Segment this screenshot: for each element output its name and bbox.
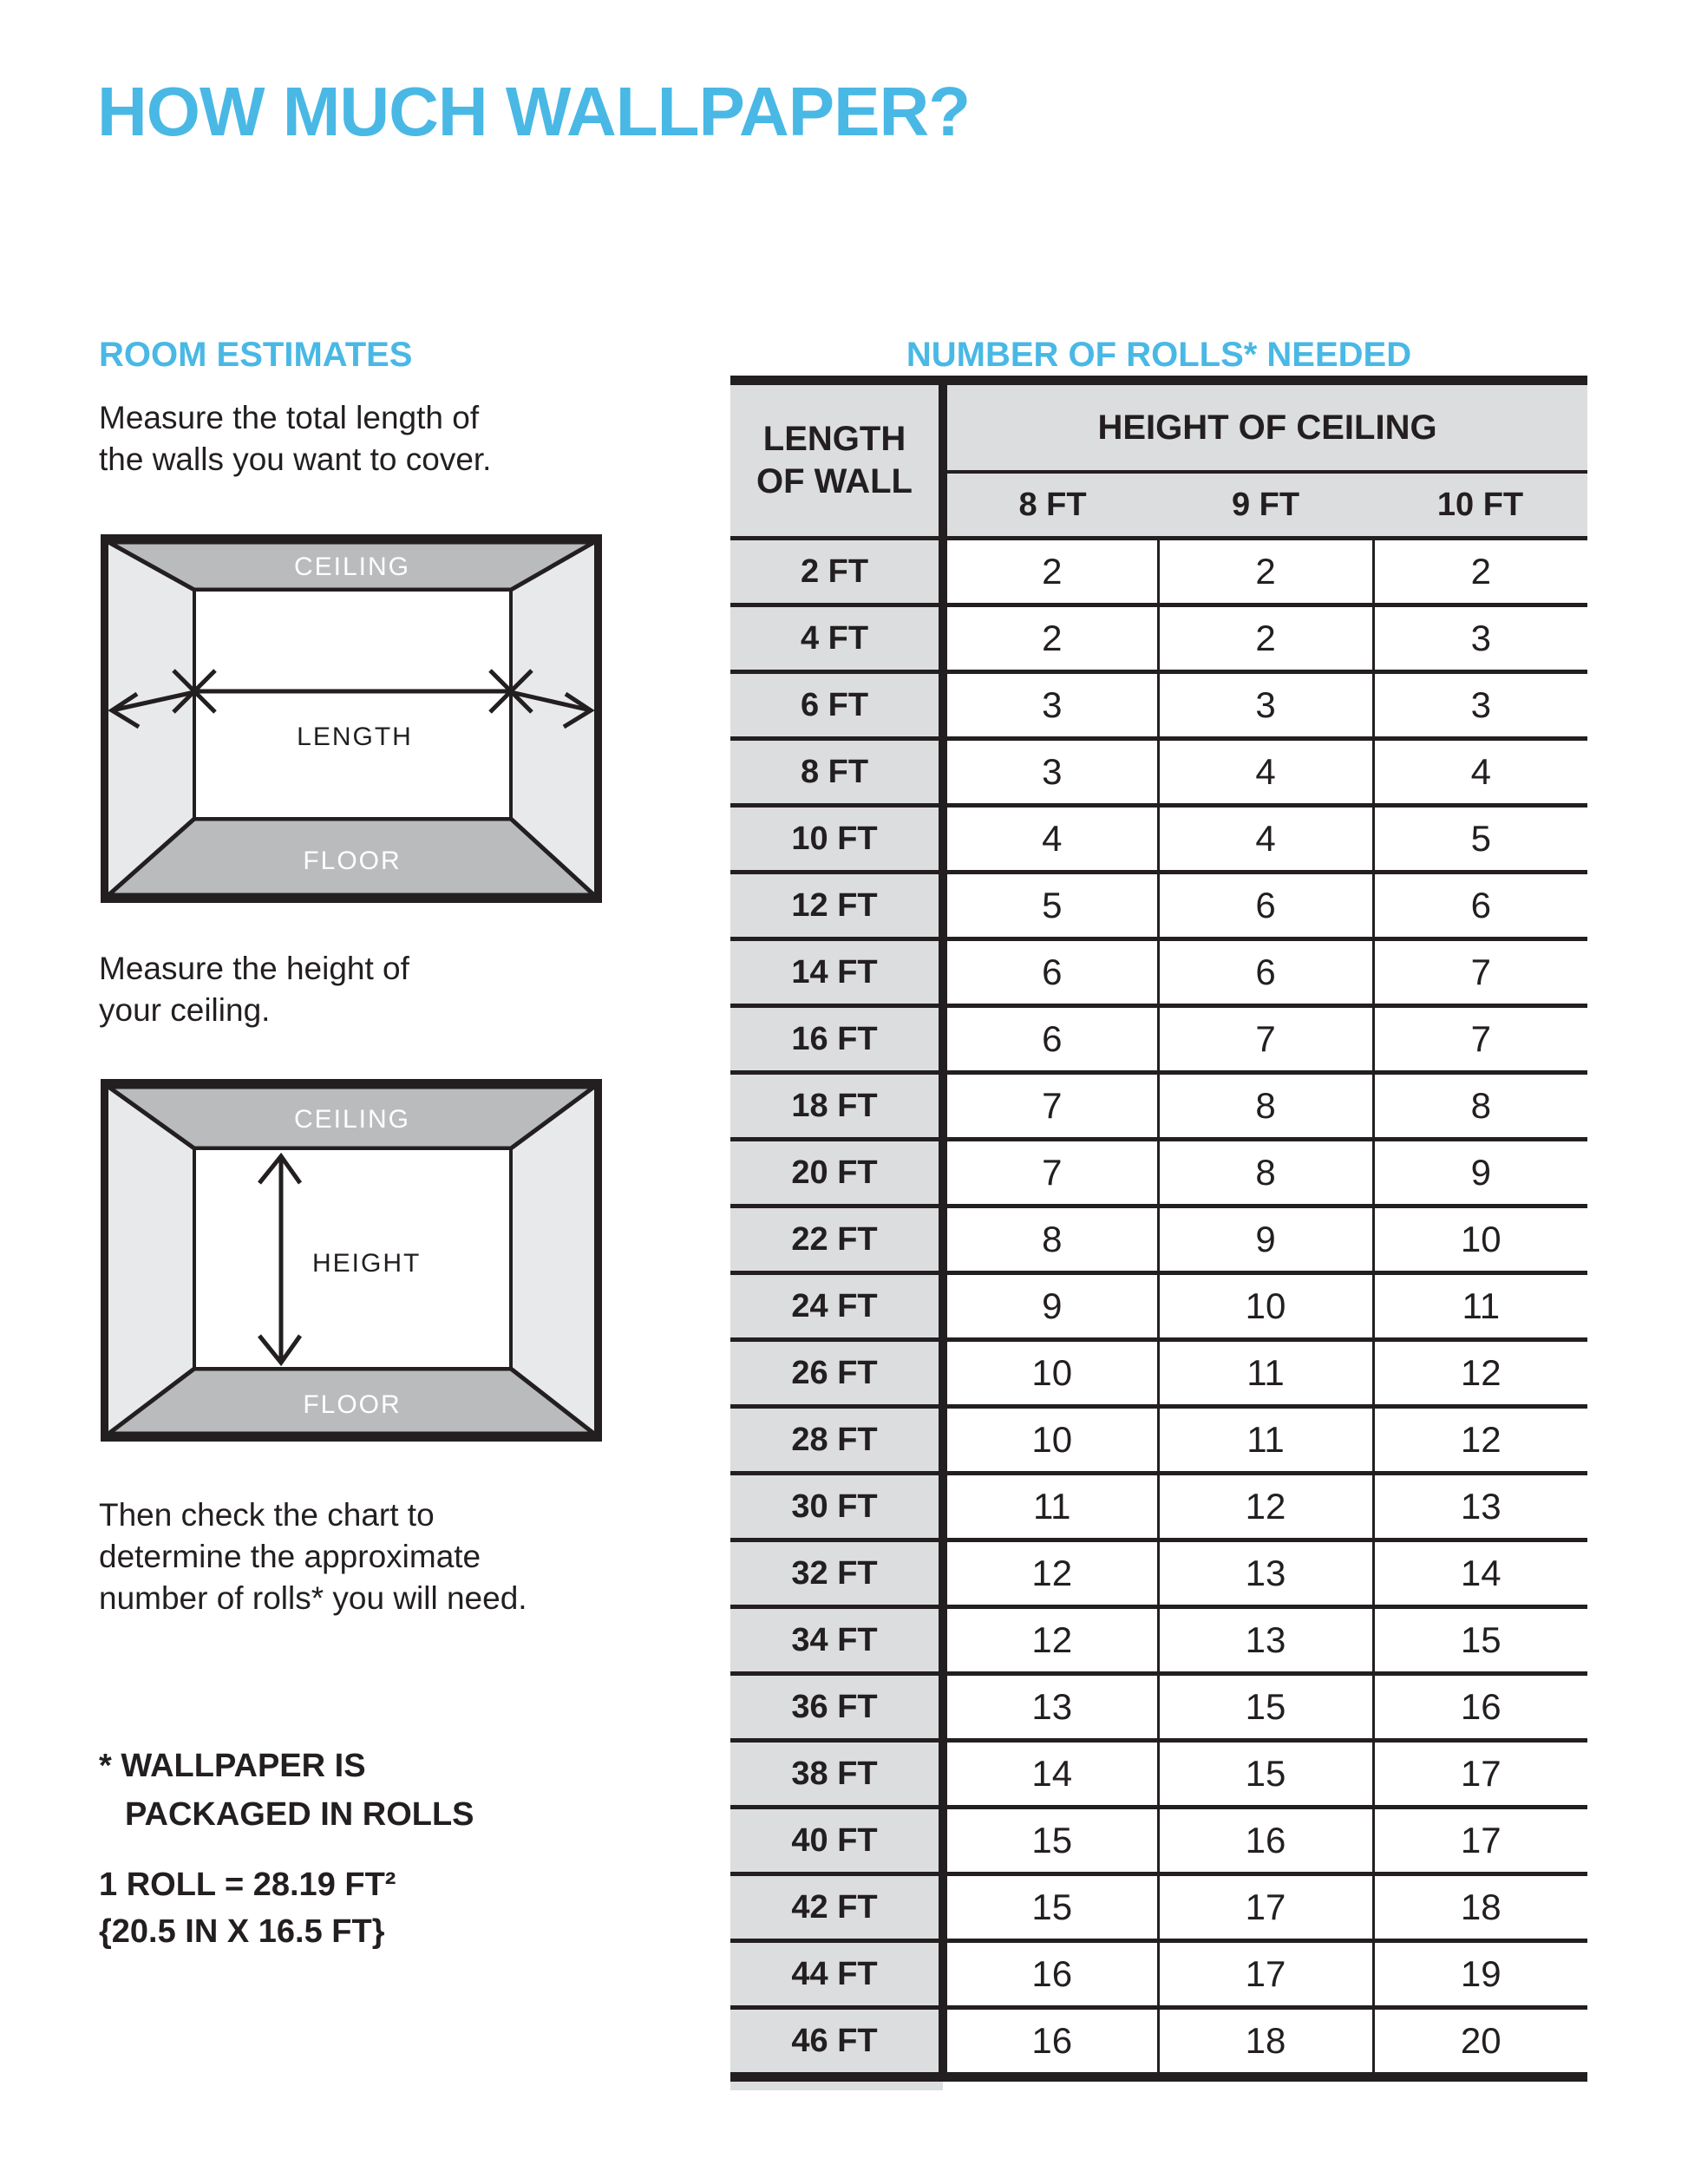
header-line: LENGTH (762, 420, 906, 459)
table-row (730, 873, 1587, 939)
paragraph-line: the walls you want to cover. (99, 441, 492, 477)
cell-value: 17 (1373, 1808, 1587, 1874)
row-label: 8 FT (730, 739, 943, 806)
row-label: 20 FT (730, 1140, 943, 1206)
measure-height-paragraph (99, 948, 409, 1031)
cell-value: 11 (1158, 1340, 1373, 1407)
rolls-table-body (730, 539, 1587, 2077)
cell-value: 6 (943, 1006, 1158, 1073)
paragraph-line: your ceiling. (99, 992, 271, 1028)
cell-value: 7 (943, 1073, 1158, 1140)
table-row (730, 1340, 1587, 1407)
cell-value: 2 (1158, 605, 1373, 672)
row-label: 12 FT (730, 873, 943, 939)
cell-value: 14 (943, 1741, 1158, 1808)
cell-value: 3 (1373, 605, 1587, 672)
back-wall (194, 590, 511, 819)
cell-value: 4 (943, 806, 1158, 873)
cell-value: 11 (1373, 1273, 1587, 1340)
row-label: 18 FT (730, 1073, 943, 1140)
cell-value: 4 (1158, 806, 1373, 873)
table-row (730, 1741, 1587, 1808)
cell-value: 3 (1158, 672, 1373, 739)
cell-value: 2 (943, 605, 1158, 672)
cell-value: 7 (1373, 1006, 1587, 1073)
ceiling-10ft-header: 10 FT (1373, 472, 1587, 539)
measure-length-paragraph (99, 397, 491, 481)
cell-value: 12 (943, 1607, 1158, 1674)
footnote-line: PACKAGED IN ROLLS (125, 1796, 474, 1833)
cell-value: 4 (1373, 739, 1587, 806)
cell-value: 6 (1158, 873, 1373, 939)
table-row (730, 1474, 1587, 1540)
cell-value: 17 (1373, 1741, 1587, 1808)
roll-size-footnote (99, 1861, 396, 1955)
row-label: 16 FT (730, 1006, 943, 1073)
cell-value: 7 (1373, 939, 1587, 1006)
table-row (730, 939, 1587, 1006)
row-label: 10 FT (730, 806, 943, 873)
rolls-table-wrap (730, 376, 1587, 2082)
cell-value: 18 (1373, 1874, 1587, 1941)
table-row (730, 1073, 1587, 1140)
cell-value: 16 (1373, 1674, 1587, 1741)
table-row (730, 1206, 1587, 1273)
table-row (730, 2008, 1587, 2077)
cell-value: 3 (943, 672, 1158, 739)
row-label: 38 FT (730, 1741, 943, 1808)
table-row (730, 739, 1587, 806)
cell-value: 12 (1158, 1474, 1373, 1540)
row-label: 26 FT (730, 1340, 943, 1407)
paragraph-line: Then check the chart to (99, 1497, 435, 1533)
cell-value: 8 (1158, 1073, 1373, 1140)
table-row (730, 1674, 1587, 1741)
cell-value: 3 (1373, 672, 1587, 739)
cell-value: 15 (1373, 1607, 1587, 1674)
table-row (730, 806, 1587, 873)
cell-value: 8 (1373, 1073, 1587, 1140)
footnote-line: 1 ROLL = 28.19 FT² (99, 1867, 396, 1903)
rolls-footnote (99, 1742, 474, 1839)
cell-value: 7 (1158, 1006, 1373, 1073)
cell-value: 9 (1373, 1140, 1587, 1206)
length-of-wall-header (730, 381, 943, 539)
cell-value: 8 (943, 1206, 1158, 1273)
footnote-line: * WALLPAPER IS (99, 1748, 366, 1784)
cell-value: 15 (943, 1808, 1158, 1874)
cell-value: 10 (1373, 1206, 1587, 1273)
table-row (730, 672, 1587, 739)
row-label: 22 FT (730, 1206, 943, 1273)
cell-value: 15 (943, 1874, 1158, 1941)
row-label: 6 FT (730, 672, 943, 739)
row-label: 44 FT (730, 1941, 943, 2008)
height-of-ceiling-header: HEIGHT OF CEILING (943, 381, 1587, 473)
room-length-diagram (101, 534, 602, 903)
cell-value: 20 (1373, 2008, 1587, 2077)
table-row (730, 1540, 1587, 1607)
cell-value: 3 (943, 739, 1158, 806)
table-row (730, 1941, 1587, 2008)
table-row (730, 1407, 1587, 1474)
table-row (730, 1140, 1587, 1206)
cell-value: 13 (1158, 1540, 1373, 1607)
row-label: 14 FT (730, 939, 943, 1006)
ceiling-label: CEILING (293, 553, 411, 581)
cell-value: 13 (943, 1674, 1158, 1741)
cell-value: 16 (943, 1941, 1158, 2008)
cell-value: 9 (943, 1273, 1158, 1340)
header-line: OF WALL (756, 462, 913, 500)
table-row (730, 1273, 1587, 1340)
table-row (730, 539, 1587, 605)
cell-value: 19 (1373, 1941, 1587, 2008)
cell-value: 16 (1158, 1808, 1373, 1874)
cell-value: 12 (1373, 1407, 1587, 1474)
table-row (730, 1607, 1587, 1674)
page-title: HOW MUCH WALLPAPER? (97, 73, 971, 150)
cell-value: 17 (1158, 1941, 1373, 2008)
table-left-column-stub (730, 2082, 943, 2090)
table-row (730, 1006, 1587, 1073)
room-height-diagram (101, 1079, 602, 1442)
cell-value: 9 (1158, 1206, 1373, 1273)
cell-value: 14 (1373, 1540, 1587, 1607)
floor-label: FLOOR (303, 847, 402, 875)
paragraph-line: Measure the total length of (99, 400, 480, 435)
cell-value: 6 (1373, 873, 1587, 939)
cell-value: 5 (943, 873, 1158, 939)
floor-label: FLOOR (303, 1390, 402, 1419)
cell-value: 15 (1158, 1674, 1373, 1741)
cell-value: 7 (943, 1140, 1158, 1206)
cell-value: 12 (1373, 1340, 1587, 1407)
cell-value: 6 (943, 939, 1158, 1006)
row-label: 4 FT (730, 605, 943, 672)
row-label: 36 FT (730, 1674, 943, 1741)
row-label: 32 FT (730, 1540, 943, 1607)
cell-value: 16 (943, 2008, 1158, 2077)
row-label: 2 FT (730, 539, 943, 605)
length-label: LENGTH (297, 723, 413, 751)
cell-value: 10 (943, 1407, 1158, 1474)
cell-value: 12 (943, 1540, 1158, 1607)
room-estimates-heading: ROOM ESTIMATES (99, 336, 413, 374)
table-row (730, 1874, 1587, 1941)
cell-value: 15 (1158, 1741, 1373, 1808)
row-label: 30 FT (730, 1474, 943, 1540)
footnote-line: {20.5 IN X 16.5 FT} (99, 1913, 385, 1950)
cell-value: 5 (1373, 806, 1587, 873)
cell-value: 4 (1158, 739, 1373, 806)
row-label: 28 FT (730, 1407, 943, 1474)
cell-value: 2 (1158, 539, 1373, 605)
row-label: 34 FT (730, 1607, 943, 1674)
height-label: HEIGHT (312, 1249, 422, 1278)
cell-value: 11 (943, 1474, 1158, 1540)
cell-value: 2 (1373, 539, 1587, 605)
cell-value: 8 (1158, 1140, 1373, 1206)
cell-value: 17 (1158, 1874, 1373, 1941)
row-label: 40 FT (730, 1808, 943, 1874)
ceiling-9ft-header: 9 FT (1158, 472, 1373, 539)
ceiling-8ft-header: 8 FT (943, 472, 1158, 539)
cell-value: 13 (1158, 1607, 1373, 1674)
paragraph-line: determine the approximate (99, 1539, 481, 1574)
paragraph-line: number of rolls* you will need. (99, 1580, 527, 1616)
cell-value: 10 (1158, 1273, 1373, 1340)
row-label: 24 FT (730, 1273, 943, 1340)
rolls-table-header (730, 381, 1587, 539)
table-row (730, 605, 1587, 672)
cell-value: 6 (1158, 939, 1373, 1006)
cell-value: 13 (1373, 1474, 1587, 1540)
table-row (730, 1808, 1587, 1874)
check-chart-paragraph (99, 1494, 527, 1619)
cell-value: 18 (1158, 2008, 1373, 2077)
cell-value: 11 (1158, 1407, 1373, 1474)
ceiling-label: CEILING (293, 1105, 411, 1134)
cell-value: 2 (943, 539, 1158, 605)
row-label: 42 FT (730, 1874, 943, 1941)
rolls-table (730, 376, 1587, 2082)
cell-value: 10 (943, 1340, 1158, 1407)
paragraph-line: Measure the height of (99, 951, 409, 986)
rolls-needed-heading: NUMBER OF ROLLS* NEEDED (906, 336, 1412, 374)
row-label: 46 FT (730, 2008, 943, 2077)
